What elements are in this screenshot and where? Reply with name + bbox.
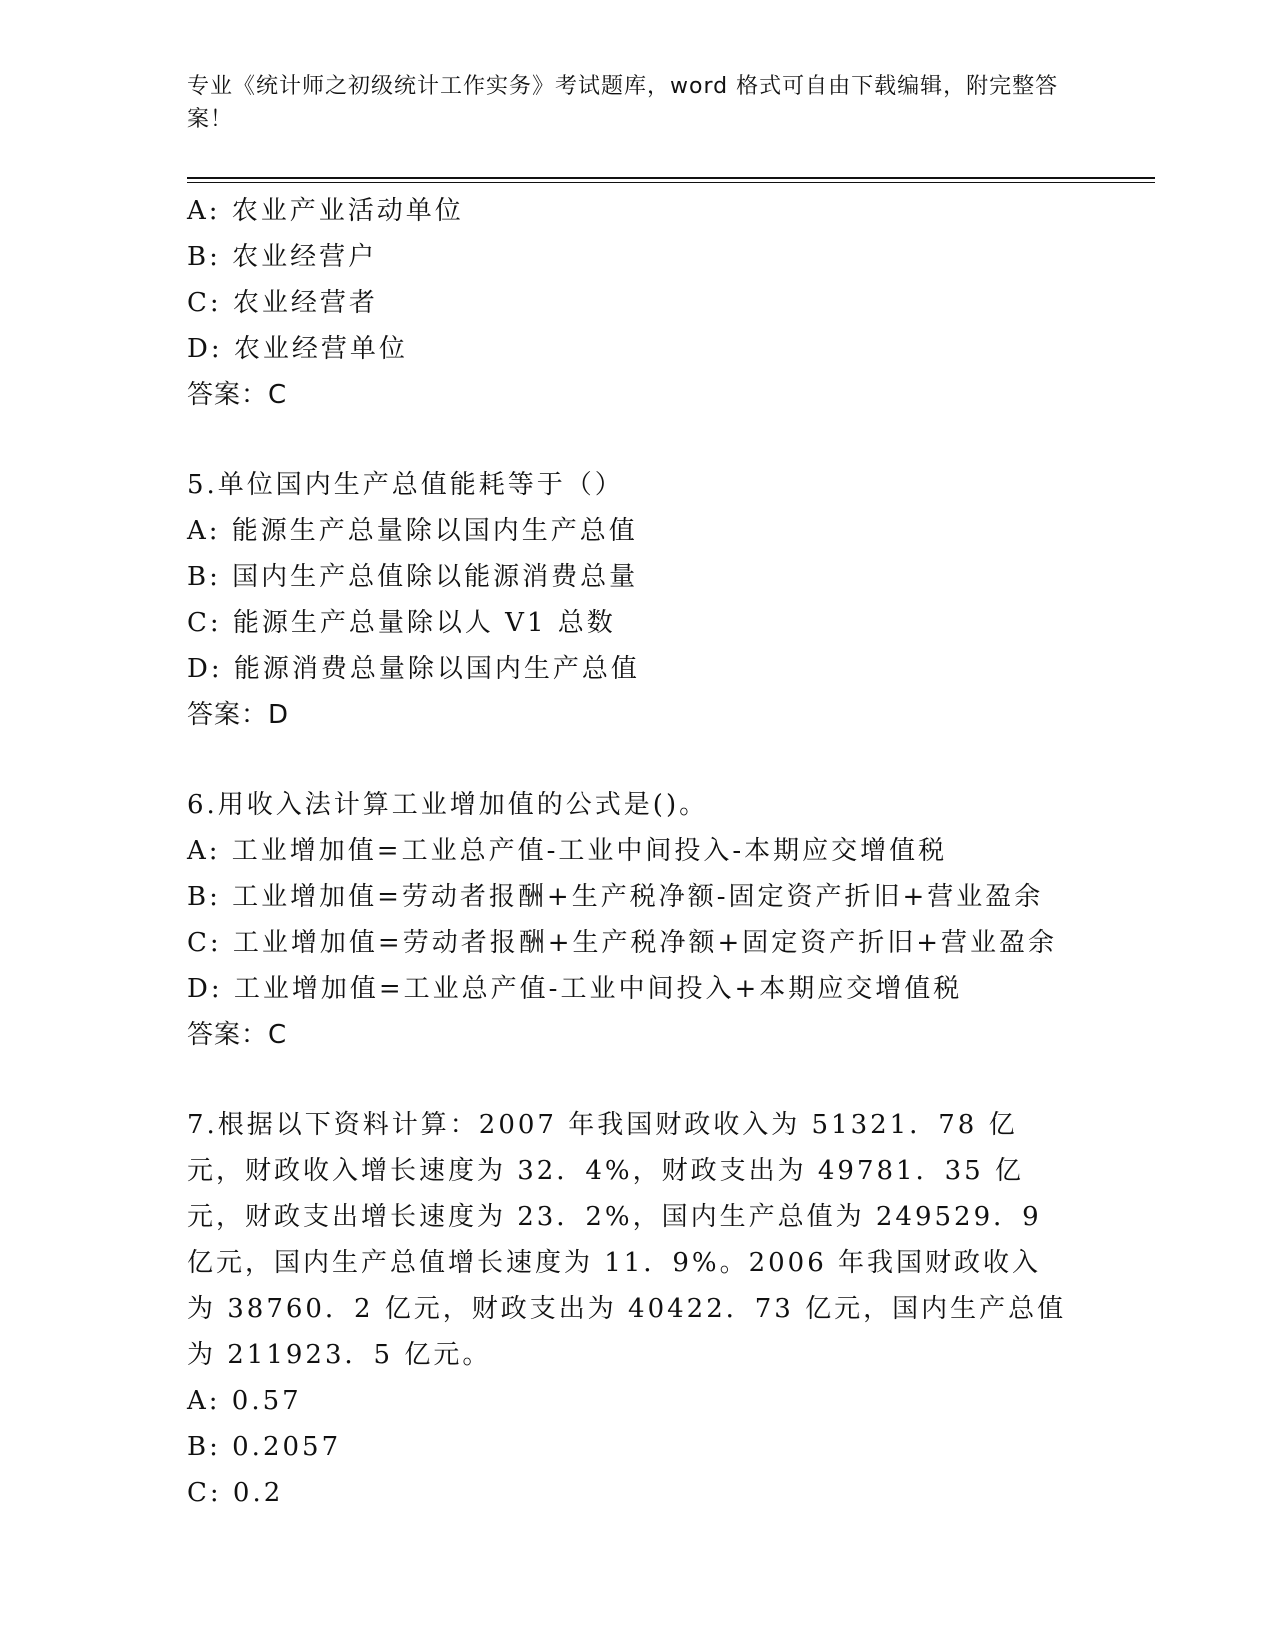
option-b: B: 0.2057 — [187, 1432, 342, 1462]
answer: 答案：D — [187, 700, 290, 730]
header-text: 专业《统计师之初级统计工作实务》考试题库，word 格式可自由下载编辑，附完整答案！ — [187, 74, 1059, 132]
header-rule-thick — [187, 177, 1155, 179]
option-a: A: 农业产业活动单位 — [187, 196, 464, 226]
question-text: 7.根据以下资料计算：2007 年我国财政收入为 51321．78 亿元，财政收入增长速度为 32．4%，财政支出为 49781．35 亿元，财政支出增长速度为 23．2%，国内生产总值为 249529．9 亿元，国内生产总值增长速度为 11．9%。2006 年我国财政收入为 38760．2 亿元，财政支出为 40422．73 亿元，国内生产总值为 211923．5 亿元。 — [187, 1110, 1067, 1370]
answer: 答案：C — [187, 1020, 288, 1050]
option-c: C: 0.2 — [187, 1478, 284, 1508]
spacer — [187, 1058, 1087, 1102]
answer: 答案：C — [187, 380, 288, 410]
option-d: D: 能源消费总量除以国内生产总值 — [187, 654, 640, 684]
question-7 — [187, 1102, 1087, 1516]
option-c: C: 工业增加值=劳动者报酬+生产税净额+固定资产折旧+营业盈余 — [187, 928, 1058, 958]
option-d: D: 工业增加值=工业总产值-工业中间投入+本期应交增值税 — [187, 974, 963, 1004]
question-text: 6.用收入法计算工业增加值的公式是()。 — [187, 790, 709, 820]
option-b: B: 农业经营户 — [187, 242, 378, 272]
option-a: A: 能源生产总量除以国内生产总值 — [187, 516, 638, 546]
option-a: A: 工业增加值=工业总产值-工业中间投入-本期应交增值税 — [187, 836, 948, 866]
header-rule-thin — [187, 182, 1155, 183]
question-6 — [187, 782, 1087, 1058]
option-b: B: 国内生产总值除以能源消费总量 — [187, 562, 639, 592]
option-b: B: 工业增加值=劳动者报酬+生产税净额-固定资产折旧+营业盈余 — [187, 882, 1044, 912]
question-5 — [187, 462, 1087, 738]
option-a: A: 0.57 — [187, 1386, 302, 1416]
question-text: 5.单位国内生产总值能耗等于（） — [187, 470, 624, 500]
option-c: C: 农业经营者 — [187, 288, 378, 318]
spacer — [187, 738, 1087, 782]
option-d: D: 农业经营单位 — [187, 334, 408, 364]
option-c: C: 能源生产总量除以人 V1 总数 — [187, 608, 616, 638]
spacer — [187, 418, 1087, 462]
question-content — [187, 188, 1087, 1516]
question-4 — [187, 188, 1087, 418]
